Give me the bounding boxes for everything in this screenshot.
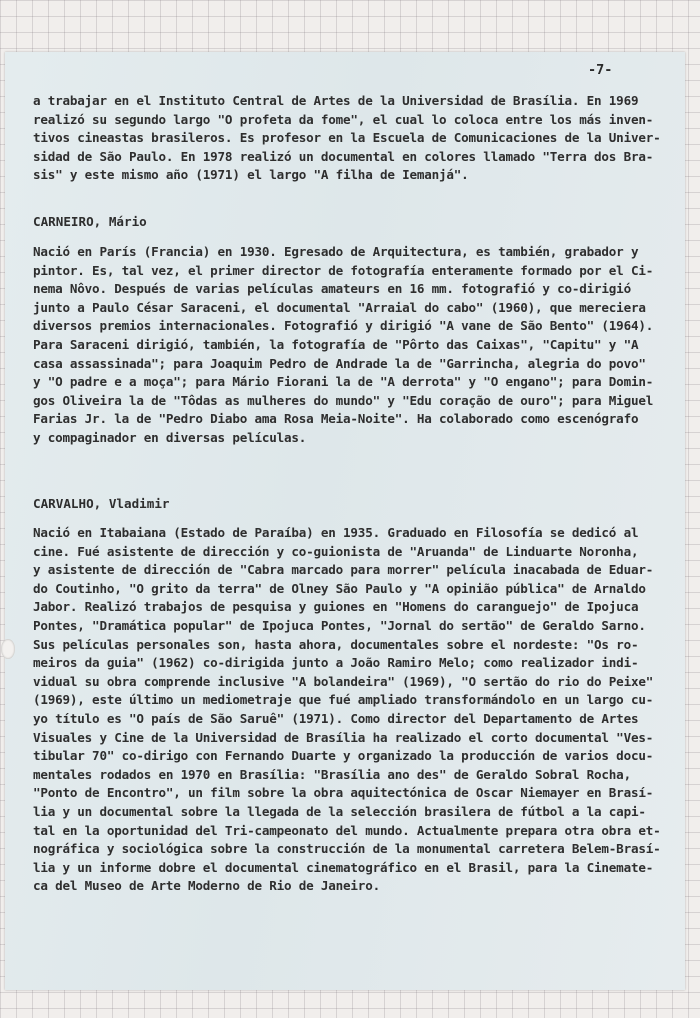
text-line: yo título es "O país de São Saruê" (1971). Como director del Departamento de Artes [33,710,639,726]
text-line: lia y un informe dobre el documental cinematográfico en el Brasil, para la Cinemate- [33,859,654,875]
text-line: tibular 70" co-dirigo con Fernando Duarte y organizado la producción de varios docu- [33,748,654,764]
typed-page [5,52,685,990]
bio-paragraph-carneiro [33,243,653,448]
text-line: casa assassinada"; para Joaquim Pedro de Andrade la de "Garrincha, alegria do povo" [33,355,646,371]
text-line: sidad de São Paulo. En 1978 realizó un documental en colores llamado "Terra dos Bra- [33,148,654,164]
intro-paragraph [33,92,660,185]
text-line: pintor. Es, tal vez, el primer director de fotografía enteramente formado por el Ci- [33,262,654,278]
text-line: do Coutinho, "O grito da terra" de Olney São Paulo y "A opinião pública" de Arnaldo [33,580,646,596]
text-line: nográfica y sociológica sobre la construcción de la monumental carretera Belem-Brasí- [33,841,661,857]
text-line: diversos premios internacionales. Fotografió y dirigió "A vane de São Bento" (1964). [33,318,654,334]
text-line: sis" y este mismo año (1971) el largo "A filha de Iemanjá". [33,167,469,183]
punch-hole [1,639,15,659]
text-line: mentales rodados en 1970 en Brasília: "Brasília ano des" de Geraldo Sobral Rocha, [33,766,631,782]
text-line: Visuales y Cine de la Universidad de Brasília ha realizado el corto documental "Ves- [33,729,654,745]
text-line: realizó su segundo largo "O profeta da fome", el cual lo coloca entre los más inven- [33,111,654,127]
text-line: Farias Jr. la de "Pedro Diabo ama Rosa Meia-Noite". Ha colaborado como escenógrafo [33,411,639,427]
text-line: Para Saraceni dirigió, también, la fotografía de "Pôrto das Caixas", "Capitu" y "A [33,336,639,352]
text-line: (1969), este último un mediometraje que fué ampliado transformándolo en un largo cu- [33,692,654,708]
text-line: junto a Paulo César Saraceni, el documental "Arraial do cabo" (1960), que mereciera [33,299,646,315]
text-line: tal en la oportunidad del Tri-campeonato del mundo. Actualmente prepara otra obra et- [33,822,661,838]
section-heading-carneiro: CARNEIRO, Mário [33,214,147,229]
section-heading-carvalho: CARVALHO, Vladimir [33,496,170,511]
text-line: gos Oliveira la de "Tôdas as mulheres do mundo" y "Edu coração de ouro"; para Miguel [33,392,654,408]
text-line: y asistente de dirección de "Cabra marcado para morrer" película inacabada de Eduar- [33,562,654,578]
text-line: y "O padre e a moça"; para Mário Fiorani la de "A derrota" y "O engano"; para Domin- [33,374,654,390]
text-line: vidual su obra comprende inclusive "A bolandeira" (1969), "O sertão do rio do Peixe" [33,673,654,689]
text-line: a trabajar en el Instituto Central de Artes de la Universidad de Brasília. En 1969 [33,93,639,108]
text-line: lia y un documental sobre la llegada de la selección brasilera de fútbol a la capi- [33,803,646,819]
page-number: -7- [588,62,613,78]
text-line: tivos cineastas brasileros. Es profesor en la Escuela de Comunicaciones de la Univer- [33,130,661,146]
text-line: Jabor. Realizó trabajos de pesquisa y guiones en "Homens do caranguejo" de Ipojuca [33,599,639,615]
text-line: cine. Fué asistente de dirección y co-guionista de "Aruanda" de Linduarte Noronha, [33,543,639,559]
text-line: Nació en París (Francia) en 1930. Egresado de Arquitectura, es también, grabador y [33,244,639,259]
text-line: Sus películas personales son, hasta ahora, documentales sobre el nordeste: "Os ro- [33,636,639,652]
text-line: y compaginador en diversas películas. [33,429,307,445]
bio-paragraph-carvalho [33,524,660,896]
text-line: nema Nôvo. Después de varias películas amateurs en 16 mm. fotografió y co-dirigió [33,281,631,297]
text-line: Pontes, "Dramática popular" de Ipojuca Pontes, "Jornal do sertão" de Geraldo Sarno. [33,617,646,633]
text-line: ca del Museo de Arte Moderno de Rio de Janeiro. [33,878,380,894]
text-line: meiros da guia" (1962) co-dirigida junto a João Ramiro Melo; como realizador indi- [33,655,639,671]
text-line: Nació en Itabaiana (Estado de Paraíba) en 1935. Graduado en Filosofía se dedicó al [33,525,639,540]
text-line: "Ponto de Encontro", un film sobre la obra aquitectónica de Oscar Niemayer en Brasí- [33,785,654,801]
